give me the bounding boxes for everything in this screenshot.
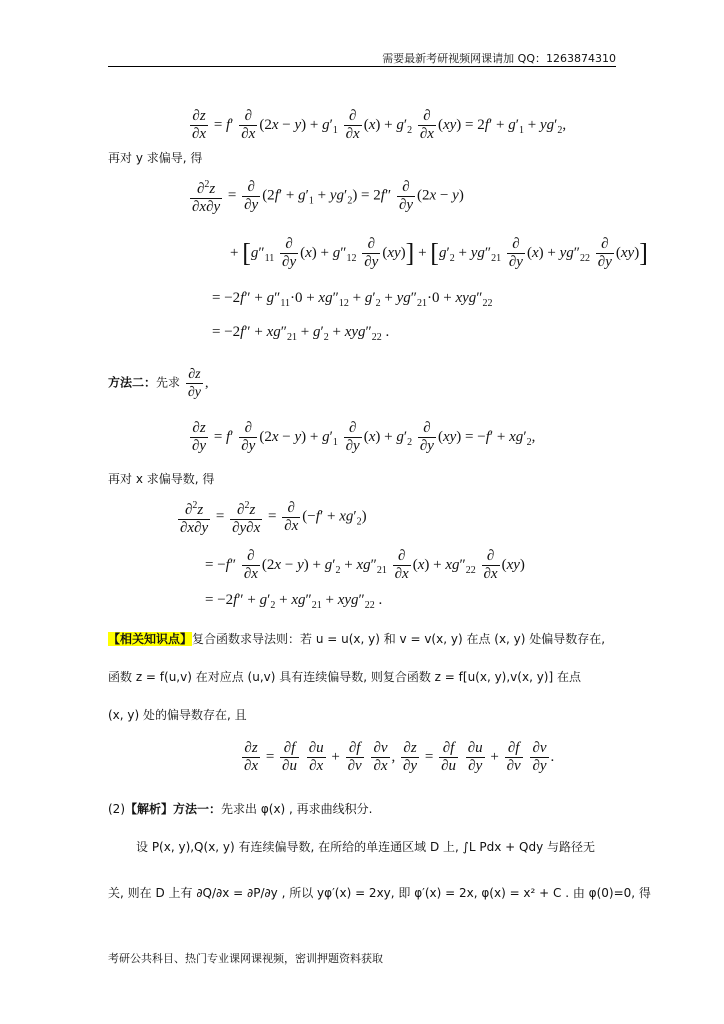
equation-dz-dy: $\frac{\partial z}{\partial y}$ = f′ $\frac{\partial}{\partial y}$ $(2x - y) + g'_1$ $\frac{\partial}{\partial y}$ $(x) + g'_2$ $\frac{\partial}{\partial y}$ $(xy) = -f' + xg'_2$,: [192, 420, 536, 454]
method-two-line: 方法二：先求 $\frac{\partial z}{\partial y}$ ,: [108, 367, 209, 400]
paragraph-line-2: 关, 则在 D 上有 ∂Q/∂x = ∂P/∂y , 所以 yφ′(x) = 2xy, 即 φ′(x) = 2x, φ(x) = x² + C . 由 φ(0)=0, 得: [108, 886, 651, 900]
knowledge-line-2: 函数 z = f(u,v) 在对应点 (u,v) 具有连续偏导数, 则复合函数 z = f[u(x, y),v(x, y)] 在点: [108, 670, 581, 684]
header-divider: [108, 66, 616, 67]
knowledge-tag: 【相关知识点】: [108, 632, 193, 646]
page-footer: 考研公共科目、热门专业课网课视频，密训押题资料获取: [108, 952, 383, 965]
equation-second-partial-b: + [$g''_{11}$ $\frac{\partial}{\partial y}$ $(x) + g''_{12}$ $\frac{\partial}{\partial y}$ $(xy)] + [g'_2 + yg''_{21}$ $\frac{\partial}{\partial y}$ $(x) + yg''_{22}$ $\frac{\partial}{\partial y}$ (xy)]: [230, 236, 648, 270]
equation-chain-rule: $\frac{\partial z}{\partial x}$ = $\frac{\partial f}{\partial u}$ $\frac{\partial u}{\partial x}$ + $\frac{\partial f}{\partial v}$ $\frac{\partial v}{\partial x}$ , $\frac{\partial z}{\partial y}$ = $\frac{\partial f}{\partial u}$ $\frac{\partial u}{\partial y}$ + $\frac{\partial f}{\partial v}$ $\frac{\partial v}{\partial y}$ .: [244, 740, 555, 774]
equation-dz-dx: $\frac{\partial z}{\partial x}$ = f′ $\frac{\partial}{\partial x}$ $(2x - y) + g'_1$ $\frac{\partial}{\partial x}$ $(x) + g'_2$ $\frac{\partial}{\partial x}$ $(xy) = 2f' + g'_1 + yg'_2$,: [192, 108, 567, 142]
part-two-line: (2)【解析】方法一：先求出 φ(x) , 再求曲线积分.: [108, 802, 373, 816]
page-header: 需要最新考研视频网课请加 QQ：1263874310: [382, 52, 616, 65]
equation-second-partial-d: = $-2f'' + xg''_{21} + g'_2 + xyg''_{22}$ .: [212, 324, 390, 343]
text-then-y: 再对 y 求偏导, 得: [108, 151, 203, 165]
equation-mixed-partial-b: = −f″ $\frac{\partial}{\partial x}$ $(2x - y) + g'_2 + xg''_{21}$ $\frac{\partial}{\partial x}$ $(x) + xg''_{22}$ $\frac{\partial}{\partial x}$ (xy): [205, 548, 525, 582]
text-then-x: 再对 x 求偏导数, 得: [108, 472, 215, 486]
paragraph-line-1: 设 P(x, y),Q(x, y) 有连续偏导数, 在所给的单连通区域 D 上, ∫L Pdx + Qdy 与路径无: [136, 840, 596, 854]
equation-second-partial-c: = $-2f'' + g''_{11}\cdot 0 + xg''_{12} + g'_2 + yg''_{21}\cdot 0 + xyg''_{22}$: [212, 290, 493, 309]
equation-second-partial-a: $\frac{\partial^2z}{\partial x\partial y}$ = $\frac{\partial}{\partial y}$ $(2f' + g'_1 + yg'_2) = 2f''$ $\frac{\partial}{\partial y}$ (2x − y): [188, 176, 464, 216]
equation-mixed-partial-c: = $-2f'' + g'_2 + xg''_{21} + xyg''_{22}$ .: [205, 592, 383, 611]
knowledge-line-3: (x, y) 处的偏导数存在, 且: [108, 708, 247, 722]
knowledge-line-1: 【相关知识点】复合函数求导法则：若 u = u(x, y) 和 v = v(x, y) 在点 (x, y) 处偏导数存在,: [108, 632, 606, 646]
equation-mixed-partial-a: $\frac{\partial^2z}{\partial x\partial y}$ = $\frac{\partial^2z}{\partial y\partial x}$ = $\frac{\partial}{\partial x}$ $(-f' + xg'_2)$: [176, 497, 367, 537]
